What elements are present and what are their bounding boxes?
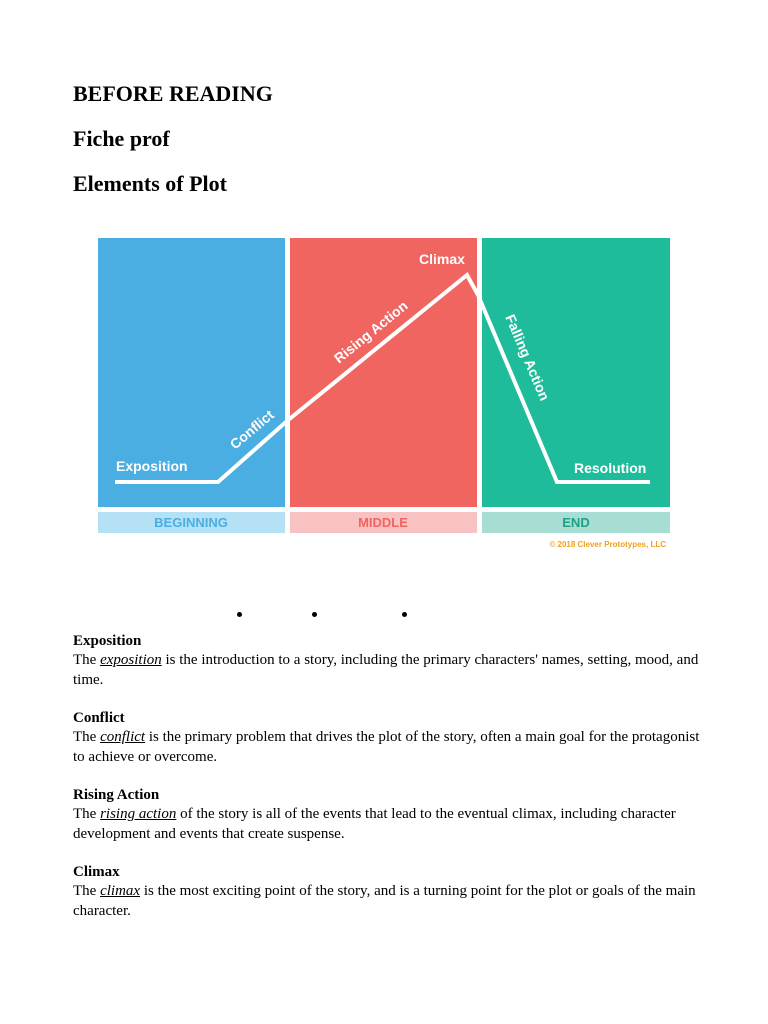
bullet-dot	[312, 612, 317, 617]
title-elements-of-plot: Elements of Plot	[73, 171, 227, 196]
section-body: The climax is the most exciting point of the story, and is a turning point for the plot or goals of the main character.	[73, 883, 696, 919]
label-climax: Climax	[419, 251, 465, 267]
term: conflict	[100, 729, 146, 745]
section-title: Rising Action	[73, 787, 160, 803]
section-climax	[73, 863, 703, 921]
bullet-dot	[402, 612, 407, 617]
section-body: The rising action of the story is all of the events that lead to the eventual climax, including character development and events that create suspense.	[73, 806, 676, 842]
title-before-reading: BEFORE READING	[73, 81, 273, 106]
label-exposition: Exposition	[116, 458, 188, 474]
title-fiche-prof: Fiche prof	[73, 126, 170, 151]
band-label-middle: MIDDLE	[358, 515, 408, 530]
section-body: The conflict is the primary problem that drives the plot of the story, often a main goal for the protagonist to achieve or overcome.	[73, 729, 700, 765]
term: exposition	[100, 652, 162, 668]
label-conflict: Conflict	[226, 406, 277, 453]
label-rising-action: Rising Action	[330, 297, 411, 367]
section-body: The exposition is the introduction to a story, including the primary characters' names, setting, mood, and time.	[73, 652, 699, 688]
middle-panel	[290, 238, 477, 507]
band-label-end: END	[562, 515, 590, 530]
section-conflict	[73, 709, 703, 767]
section-title: Climax	[73, 864, 120, 880]
section-title: Exposition	[73, 633, 142, 649]
label-resolution: Resolution	[574, 460, 647, 476]
section-title: Conflict	[73, 710, 125, 726]
section-rising-action	[73, 786, 703, 844]
bullet-dot	[237, 612, 242, 617]
band-label-beginning: BEGINNING	[154, 515, 228, 530]
section-exposition	[73, 632, 703, 690]
label-falling-action: Falling Action	[502, 311, 553, 403]
copyright-text: © 2018 Clever Prototypes, LLC	[549, 540, 666, 549]
term: rising action	[100, 806, 177, 822]
plot-diagram	[97, 237, 671, 553]
term: climax	[100, 883, 141, 899]
